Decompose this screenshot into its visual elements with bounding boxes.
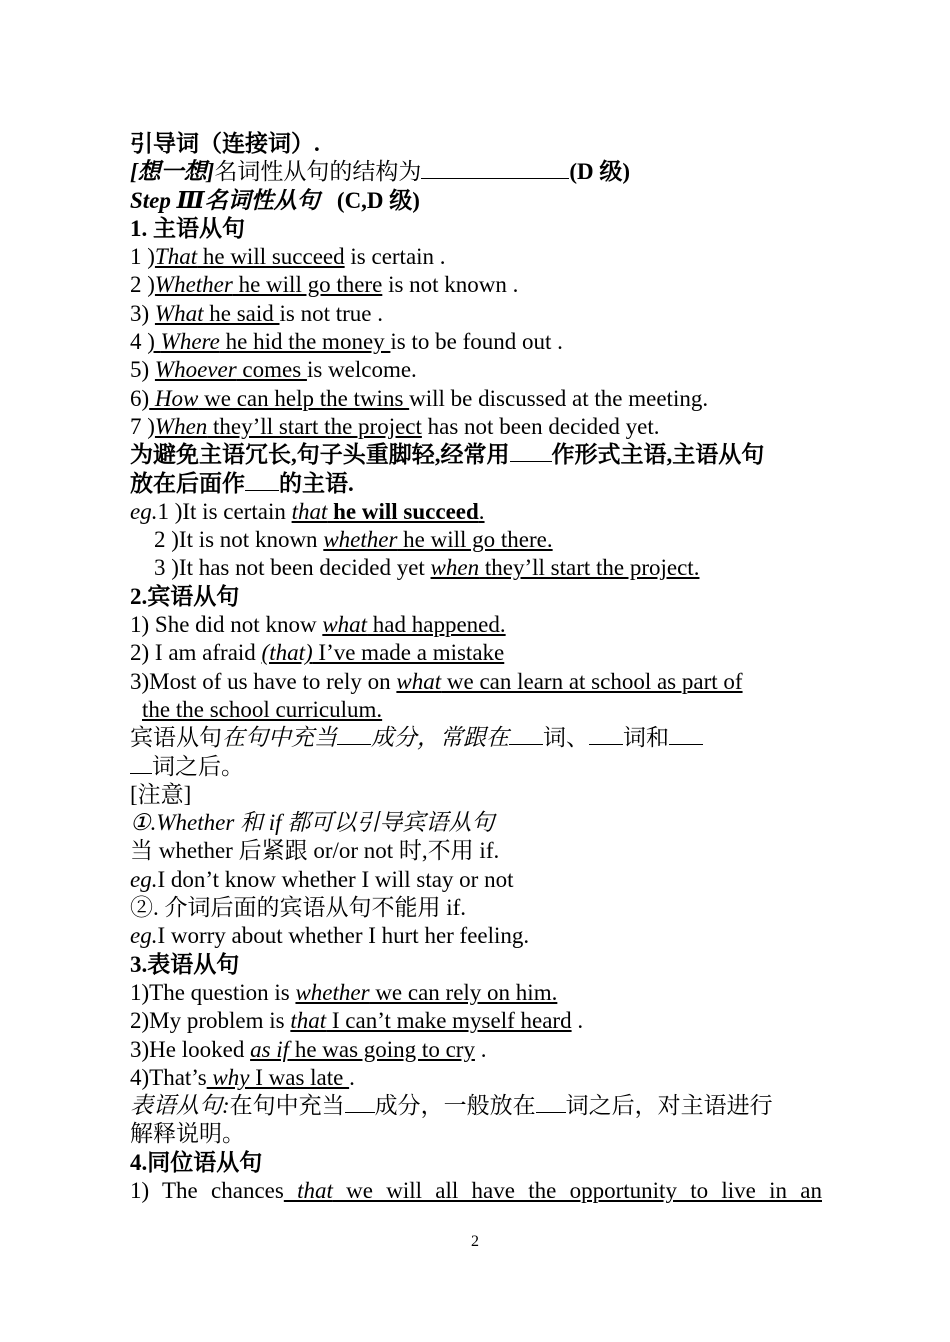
text-run: I’ve made a mistake (312, 640, 505, 666)
example-sentence (130, 668, 822, 696)
text-run: he hid the money (219, 329, 391, 355)
text-run: he said (203, 300, 280, 326)
text-run: 3)Most of us have to rely on (130, 668, 397, 694)
text-run: 5) (130, 357, 155, 383)
text-run: we can rely on him. (369, 979, 558, 1005)
text-run: 2 )It is not known (154, 527, 324, 553)
text-run: 词和 (623, 725, 669, 751)
text-run: ) (147, 329, 161, 355)
answer-blank (130, 753, 152, 774)
text-run: 1 ) (130, 244, 155, 270)
text-run (284, 1178, 822, 1203)
answer-blank (669, 724, 703, 745)
text-run: 名词性从句的结构为 (214, 159, 422, 185)
section-heading-appositive: 4.同位语从句 (130, 1149, 263, 1175)
text-run: 成分，一般放在 (374, 1093, 536, 1119)
text-run: 4 (130, 329, 148, 355)
text-run: we will all have the opportunity to live in an (332, 1177, 822, 1203)
text-run (322, 612, 505, 637)
note-item: ①.Whether 和 if 都可以引导宾语从句 (130, 810, 495, 836)
text-run: eg. (130, 923, 158, 949)
page-content (130, 130, 822, 1205)
text-run: what (396, 668, 442, 694)
text-run: 词、 (543, 725, 589, 751)
eg-sentence (130, 866, 822, 894)
eg-sentence (130, 922, 822, 950)
text-run: 词之后，对主语进行 (565, 1093, 773, 1119)
rule-note (130, 1092, 822, 1120)
text-run: Where (160, 329, 220, 355)
text-run: I can’t make myself heard (326, 1008, 572, 1034)
text-run: 的主语. (279, 470, 354, 496)
text-run (207, 1065, 349, 1090)
text-run: 2)My problem is (130, 1008, 291, 1034)
text-run: 4)That’s (130, 1064, 207, 1090)
text-run: what (322, 612, 368, 638)
text-run: 表语从句: (130, 1093, 230, 1119)
text-run: is not true . (279, 300, 383, 326)
text-run: 3)He looked (130, 1036, 251, 1062)
answer-blank (421, 158, 569, 179)
text-run: is to be found out . (390, 329, 563, 355)
text-run: 作形式主语,主语从句 (551, 442, 765, 468)
text-run: he was going to cry (289, 1036, 475, 1062)
text-run: 1) The chances (130, 1177, 284, 1203)
answer-blank (245, 470, 279, 491)
text-run: comes (236, 357, 307, 383)
example-sentence-cont (130, 696, 822, 724)
text-run: How (149, 385, 199, 411)
text-run: . (571, 1008, 584, 1034)
text-run: . (349, 1064, 355, 1090)
eg-sentence (130, 554, 822, 582)
text-run: 2) I am afraid (130, 640, 262, 666)
text-run: That (154, 244, 198, 270)
text-run (295, 980, 557, 1005)
example-sentence (130, 611, 822, 639)
text-run (431, 555, 700, 580)
text-run: I was late (249, 1064, 350, 1090)
text-run: [想一想] (130, 159, 215, 185)
step-heading (130, 187, 822, 215)
example-sentence (130, 271, 822, 299)
note-item: 当 whether 后紧跟 or/or not 时,不用 if. (130, 838, 500, 864)
example-sentence (130, 1064, 822, 1092)
text-run: 1)The question is (130, 979, 296, 1005)
text-run (292, 499, 485, 524)
text-run: we can help the twins (198, 385, 410, 411)
example-sentence (130, 385, 822, 413)
text-run: I don’t know whether I will stay or not (157, 866, 514, 892)
example-sentence (130, 979, 822, 1007)
rule-note (130, 470, 822, 498)
text-run: 3) (130, 300, 155, 326)
text-run: he will succeed (327, 498, 479, 524)
text-run: is certain . (344, 244, 446, 270)
text-run: 成分，常跟在 (371, 725, 509, 751)
text-run: that (290, 1008, 327, 1034)
think-line (130, 158, 822, 186)
rule-note (130, 724, 822, 752)
text-run: he will succeed (197, 244, 345, 270)
example-sentence (130, 1177, 822, 1205)
text-run (290, 1008, 571, 1033)
page-number: 2 (471, 1233, 479, 1250)
text-run: we can learn at school as part of (441, 668, 743, 694)
text-run (147, 329, 390, 354)
text-run: eg. (130, 866, 158, 892)
text-run (155, 414, 422, 439)
text-run: 3 )It has not been decided yet (154, 555, 431, 581)
text-run: What (154, 300, 204, 326)
example-sentence (130, 356, 822, 384)
text-run: they’ll start the project (207, 413, 422, 439)
text-run: 宾语从句 (130, 725, 222, 751)
example-sentence (130, 243, 822, 271)
example-sentence (130, 328, 822, 356)
answer-blank (510, 441, 552, 462)
rule-note (130, 441, 822, 469)
text-run: the the school curriculum. (142, 696, 383, 722)
answer-blank (536, 1092, 566, 1113)
text-run (250, 1037, 475, 1062)
note-item: ②. 介词后面的宾语从句不能用 if. (130, 895, 467, 921)
text-run (262, 640, 505, 665)
text-run: whether (295, 979, 370, 1005)
text-run (155, 244, 345, 269)
section-heading-predicative: 3.表语从句 (130, 951, 240, 977)
text-run: 1) She did not know (130, 612, 323, 638)
example-sentence (130, 300, 822, 328)
text-run: whether (323, 527, 398, 553)
text-run: that (291, 498, 328, 524)
text-run: 放在后面作 (130, 470, 245, 496)
text-run: has not been decided yet. (421, 413, 660, 439)
text-run: When (154, 413, 208, 439)
text-run: 词之后。 (152, 753, 244, 779)
example-sentence (130, 413, 822, 441)
text-run: 1 )It is certain (157, 498, 292, 524)
text-run: 为避免主语冗长,句子头重脚轻,经常用 (130, 442, 510, 468)
text-run: 在句中充当 (222, 725, 337, 751)
answer-blank (345, 1092, 375, 1113)
text-run (155, 272, 382, 297)
text-run: had happened. (367, 612, 506, 638)
text-run: as if (250, 1036, 290, 1062)
example-sentence (130, 639, 822, 667)
text-run: he will go there (232, 272, 383, 298)
section-heading-subject: 1. 主语从句 (130, 215, 245, 241)
intro-line: 引导词（连接词）. (130, 131, 320, 156)
rule-note (130, 753, 822, 781)
text-run: he will go there. (397, 527, 553, 553)
answer-blank (509, 724, 543, 745)
text-run: 在句中充当 (229, 1093, 345, 1119)
text-run (323, 527, 552, 552)
note-label: [注意] (130, 781, 192, 807)
text-run: (that) (261, 640, 313, 666)
text-run (396, 669, 742, 694)
text-run: eg. (130, 498, 158, 524)
text-run: Step Ⅲ名词性从句 (130, 187, 320, 213)
text-run: is not known . (382, 272, 519, 298)
text-run: that (283, 1177, 333, 1203)
example-sentence (130, 1036, 822, 1064)
text-run: 7 ) (130, 413, 155, 439)
text-run: will be discussed at the meeting. (409, 385, 709, 411)
text-run: they’ll start the project. (479, 555, 700, 581)
text-run: 2 ) (130, 272, 155, 298)
section-heading-object: 2.宾语从句 (130, 583, 240, 609)
text-run: Whether (154, 272, 233, 298)
text-run (155, 301, 280, 326)
text-run: (C,D 级) (336, 187, 420, 213)
text-run: is welcome. (306, 357, 417, 383)
eg-sentence (130, 498, 822, 526)
text-run: when (430, 555, 480, 581)
text-run (149, 386, 409, 411)
text-run: . (474, 1036, 487, 1062)
eg-sentence (130, 526, 822, 554)
rule-note: 解释说明。 (130, 1121, 245, 1147)
text-run: (D 级) (569, 159, 631, 185)
text-run: why (206, 1064, 250, 1090)
text-run: Whoever (154, 357, 237, 383)
text-run (155, 357, 307, 382)
text-run: I worry about whether I hurt her feeling. (157, 923, 530, 949)
text-run: 6) (130, 385, 150, 411)
example-sentence (130, 1007, 822, 1035)
answer-blank (337, 724, 371, 745)
answer-blank (589, 724, 623, 745)
text-run: . (478, 498, 485, 524)
